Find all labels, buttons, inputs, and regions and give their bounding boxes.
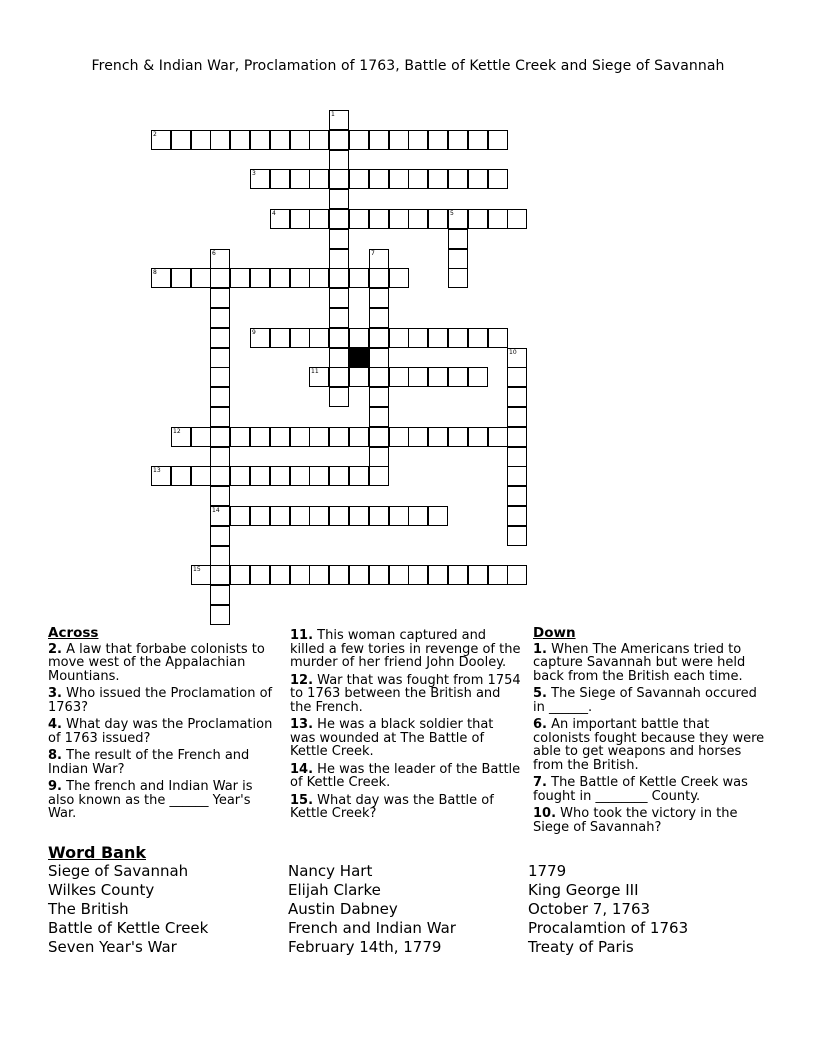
grid-cell[interactable] [290,427,310,447]
grid-cell[interactable] [210,387,230,407]
grid-cell[interactable] [349,466,369,486]
grid-cell[interactable] [408,130,428,150]
grid-cell[interactable] [290,169,310,189]
grid-cell[interactable] [309,209,329,229]
grid-cell[interactable] [507,447,527,467]
grid-cell[interactable] [329,506,349,526]
grid-cell[interactable] [191,268,211,288]
word-bank-item: Procalamtion of 1763 [528,919,689,937]
page-title: French & Indian War, Proclamation of 1763, Battle of Kettle Creek and Siege of Savannah [91,58,725,74]
grid-cell[interactable] [230,130,250,150]
grid-cell[interactable] [488,328,508,348]
grid-cell[interactable] [210,308,230,328]
grid-cell[interactable] [210,288,230,308]
word-bank-item: Battle of Kettle Creek [48,919,209,937]
clue-across-4: 4. What day was the Proclamation of 1763 issued? [48,717,273,746]
grid-cell[interactable] [250,565,270,585]
grid-cell[interactable] [369,387,389,407]
grid-cell[interactable] [210,565,230,585]
grid-cell[interactable] [171,427,191,447]
clue-across-9: 9. The french and Indian War is also known as the ______ Year's War. [48,779,253,821]
grid-cell[interactable] [290,565,310,585]
grid-cell[interactable] [448,169,468,189]
word-bank-column-2 [288,862,456,957]
clue-number: 6 [212,250,216,257]
grid-cell[interactable] [191,565,211,585]
clue-number: 2 [153,131,157,138]
clue-down-6: 6. An important battle that colonists fought because they were able to get weapons and horses from the British. [533,717,765,773]
grid-cell[interactable] [448,565,468,585]
grid-cell[interactable] [210,130,230,150]
word-bank-column-3 [528,862,688,957]
grid-cell[interactable] [468,367,488,387]
grid-cell[interactable] [210,466,230,486]
grid-cell[interactable] [507,367,527,387]
grid-cell[interactable] [270,466,290,486]
grid-cell[interactable] [507,387,527,407]
grid-cell[interactable] [349,506,369,526]
grid-cell[interactable] [369,367,389,387]
grid-cell[interactable] [428,328,448,348]
grid-cell[interactable] [329,348,349,368]
grid-cell[interactable] [488,209,508,229]
grid-cell[interactable] [329,229,349,249]
grid-cell[interactable] [349,209,369,229]
grid-cell[interactable] [507,348,527,368]
grid-cell[interactable] [428,506,448,526]
grid-cell[interactable] [488,565,508,585]
grid-cell[interactable] [369,288,389,308]
grid-cell[interactable] [329,367,349,387]
clue-across-12: 12. War that was fought from 1754 to 1763 between the British and the French. [290,672,521,715]
grid-cell[interactable] [329,387,349,407]
word-bank-item: October 7, 1763 [528,900,651,918]
grid-cell[interactable] [488,130,508,150]
across-clues-column-2 [290,629,522,825]
grid-cell[interactable] [468,209,488,229]
word-bank-item: February 14th, 1779 [288,938,442,956]
clue-number: 11 [311,368,319,375]
grid-cell[interactable] [230,268,250,288]
clue-across-11: 11. This woman captured and killed a few tories in revenge of the murder of her friend John Dooley. [290,628,521,670]
grid-cell[interactable] [210,585,230,605]
clue-number: 13 [153,467,161,474]
grid-cell[interactable] [448,130,468,150]
grid-cell[interactable] [250,268,270,288]
grid-cell[interactable] [309,169,329,189]
grid-cell[interactable] [507,407,527,427]
grid-cell[interactable] [250,328,270,348]
grid-cell[interactable] [329,308,349,328]
grid-cell[interactable] [329,268,349,288]
grid-cell[interactable] [488,169,508,189]
clue-number: 12 [173,428,181,435]
grid-cell[interactable] [369,169,389,189]
word-bank-item: Austin Dabney [288,900,398,918]
grid-cell[interactable] [210,367,230,387]
clue-across-2: 2. A law that forbabe colonists to move west of the Appalachian Mountians. [48,641,265,684]
grid-cell[interactable] [329,189,349,209]
grid-cell[interactable] [507,427,527,447]
grid-cell[interactable] [270,506,290,526]
grid-cell[interactable] [329,130,349,150]
grid-cell[interactable] [210,447,230,467]
grid-cell[interactable] [408,328,428,348]
grid-cell[interactable] [329,328,349,348]
grid-cell[interactable] [428,169,448,189]
grid-cell[interactable] [468,169,488,189]
grid-block [349,348,369,368]
clue-across-13: 13. He was a black soldier that was wounded at The Battle of Kettle Creek. [290,717,494,759]
grid-cell[interactable] [309,268,329,288]
grid-cell[interactable] [408,427,428,447]
grid-cell[interactable] [329,249,349,269]
grid-cell[interactable] [329,466,349,486]
grid-cell[interactable] [369,268,389,288]
grid-cell[interactable] [389,328,409,348]
down-heading: Down [533,625,576,641]
grid-cell[interactable] [448,229,468,249]
grid-cell[interactable] [270,328,290,348]
grid-cell[interactable] [389,427,409,447]
grid-cell[interactable] [428,209,448,229]
grid-cell[interactable] [369,427,389,447]
word-bank-column-1 [48,862,208,957]
grid-cell[interactable] [230,506,250,526]
grid-cell[interactable] [448,249,468,269]
grid-cell[interactable] [309,328,329,348]
grid-cell[interactable] [210,486,230,506]
grid-cell[interactable] [329,110,349,130]
grid-cell[interactable] [448,427,468,447]
grid-cell[interactable] [210,348,230,368]
grid-cell[interactable] [171,130,191,150]
grid-cell[interactable] [448,367,468,387]
word-bank-item: 1779 [528,862,567,880]
grid-cell[interactable] [270,209,290,229]
grid-cell[interactable] [210,546,230,566]
grid-cell[interactable] [230,466,250,486]
grid-cell[interactable] [210,427,230,447]
clue-number: 14 [212,507,220,514]
grid-cell[interactable] [349,367,369,387]
down-clues-column [533,627,765,838]
grid-cell[interactable] [507,209,527,229]
grid-cell[interactable] [270,565,290,585]
grid-cell[interactable] [250,130,270,150]
grid-cell[interactable] [349,328,369,348]
clue-down-5: 5. The Siege of Savannah occured in ______. [533,686,757,715]
clue-number: 3 [252,170,256,177]
grid-cell[interactable] [468,328,488,348]
grid-cell[interactable] [349,130,369,150]
clue-down-7: 7. The Battle of Kettle Creek was fought in ________ County. [533,775,748,804]
grid-cell[interactable] [210,526,230,546]
grid-cell[interactable] [369,249,389,269]
clue-number: 1 [331,111,335,118]
grid-cell[interactable] [369,348,389,368]
grid-cell[interactable] [389,268,409,288]
grid-cell[interactable] [210,506,230,526]
clue-across-14: 14. He was the leader of the Battle of Kettle Creek. [290,761,521,790]
grid-cell[interactable] [369,565,389,585]
grid-cell[interactable] [270,169,290,189]
grid-cell[interactable] [369,328,389,348]
grid-cell[interactable] [171,268,191,288]
grid-cell[interactable] [389,169,409,189]
clue-number: 9 [252,329,256,336]
grid-cell[interactable] [191,466,211,486]
grid-cell[interactable] [250,466,270,486]
word-bank-item: The British [48,900,129,918]
word-bank-item: French and Indian War [288,919,456,937]
grid-cell[interactable] [389,130,409,150]
grid-cell[interactable] [349,169,369,189]
grid-cell[interactable] [309,130,329,150]
grid-cell[interactable] [389,565,409,585]
grid-cell[interactable] [250,506,270,526]
grid-cell[interactable] [488,427,508,447]
grid-cell[interactable] [408,565,428,585]
word-bank-item: Seven Year's War [48,938,177,956]
grid-cell[interactable] [210,268,230,288]
grid-cell[interactable] [389,506,409,526]
grid-cell[interactable] [369,209,389,229]
grid-cell[interactable] [171,466,191,486]
grid-cell[interactable] [349,427,369,447]
grid-cell[interactable] [191,130,211,150]
grid-cell[interactable] [230,565,250,585]
grid-cell[interactable] [507,506,527,526]
grid-cell[interactable] [290,268,310,288]
clue-number: 8 [153,269,157,276]
clue-number: 5 [450,210,454,217]
grid-cell[interactable] [270,268,290,288]
clue-number: 10 [509,349,517,356]
word-bank-item: Elijah Clarke [288,881,381,899]
grid-cell[interactable] [408,506,428,526]
grid-cell[interactable] [270,427,290,447]
grid-cell[interactable] [151,130,171,150]
clue-down-1: 1. When The Americans tried to capture Savannah but were held back from the British each time. [533,641,746,684]
grid-cell[interactable] [369,447,389,467]
grid-cell[interactable] [408,367,428,387]
grid-cell[interactable] [309,565,329,585]
grid-cell[interactable] [389,209,409,229]
grid-cell[interactable] [369,466,389,486]
grid-cell[interactable] [290,328,310,348]
clue-across-15: 15. What day was the Battle of Kettle Creek? [290,792,494,821]
grid-cell[interactable] [369,308,389,328]
grid-cell[interactable] [270,130,290,150]
grid-cell[interactable] [329,150,349,170]
grid-cell[interactable] [389,367,409,387]
grid-cell[interactable] [448,209,468,229]
grid-cell[interactable] [250,169,270,189]
grid-cell[interactable] [369,506,389,526]
grid-cell[interactable] [210,328,230,348]
grid-cell[interactable] [151,268,171,288]
grid-cell[interactable] [408,169,428,189]
word-bank-title: Word Bank [48,843,147,862]
grid-cell[interactable] [329,169,349,189]
grid-cell[interactable] [210,605,230,625]
grid-cell[interactable] [309,466,329,486]
grid-cell[interactable] [191,427,211,447]
grid-cell[interactable] [290,466,310,486]
grid-cell[interactable] [507,565,527,585]
grid-cell[interactable] [290,506,310,526]
word-bank-item: Wilkes County [48,881,155,899]
word-bank-item: King George III [528,881,639,899]
grid-cell[interactable] [369,407,389,427]
grid-cell[interactable] [329,209,349,229]
grid-cell[interactable] [250,427,270,447]
clue-number: 4 [272,210,276,217]
grid-cell[interactable] [428,367,448,387]
grid-cell[interactable] [468,565,488,585]
grid-cell[interactable] [468,427,488,447]
grid-cell[interactable] [151,466,171,486]
clue-across-8: 8. The result of the French and Indian War? [48,748,250,777]
clue-down-10: 10. Who took the victory in the Siege of Savannah? [533,806,738,835]
grid-cell[interactable] [369,130,389,150]
grid-cell[interactable] [408,209,428,229]
grid-cell[interactable] [329,565,349,585]
clue-number: 15 [193,566,201,573]
grid-cell[interactable] [448,328,468,348]
grid-cell[interactable] [349,268,369,288]
grid-cell[interactable] [448,268,468,288]
grid-cell[interactable] [507,526,527,546]
grid-cell[interactable] [349,565,369,585]
grid-cell[interactable] [210,407,230,427]
word-bank-item: Siege of Savannah [48,862,189,880]
grid-cell[interactable] [468,130,488,150]
grid-cell[interactable] [309,427,329,447]
clue-number: 7 [371,250,375,257]
word-bank-item: Treaty of Paris [528,938,634,956]
across-heading: Across [48,625,99,641]
grid-cell[interactable] [507,486,527,506]
grid-cell[interactable] [329,288,349,308]
grid-cell[interactable] [309,506,329,526]
grid-cell[interactable] [309,367,329,387]
word-bank-item: Nancy Hart [288,862,373,880]
grid-cell[interactable] [290,209,310,229]
grid-cell[interactable] [507,466,527,486]
grid-cell[interactable] [428,565,448,585]
grid-cell[interactable] [428,130,448,150]
clue-across-3: 3. Who issued the Proclamation of 1763? [48,686,273,715]
across-clues-column-1 [48,627,280,825]
grid-cell[interactable] [428,427,448,447]
grid-cell[interactable] [210,249,230,269]
grid-cell[interactable] [329,427,349,447]
grid-cell[interactable] [290,130,310,150]
grid-cell[interactable] [230,427,250,447]
